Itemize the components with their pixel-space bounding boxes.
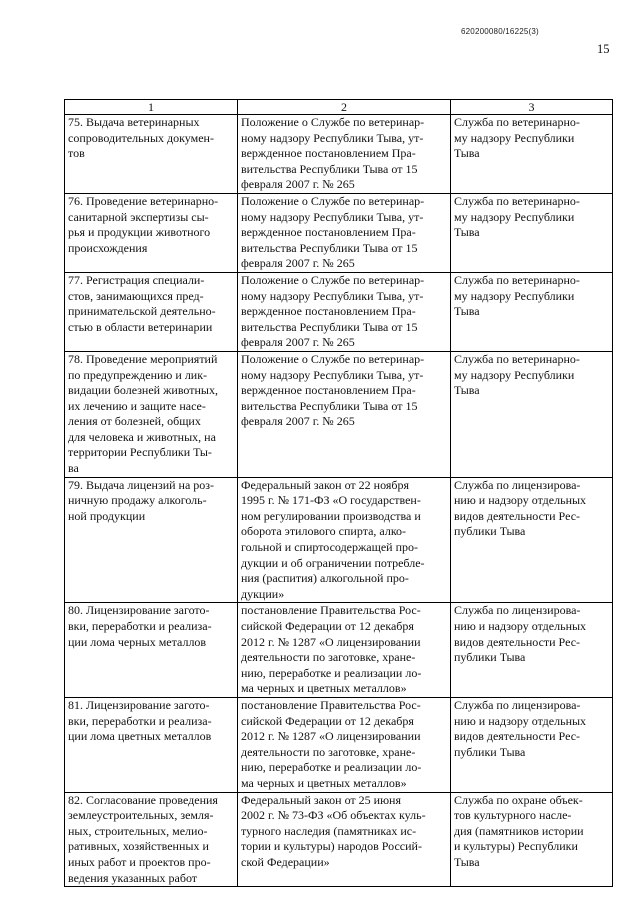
legal-basis-cell [238, 697, 451, 792]
services-table [64, 99, 613, 887]
legal-basis-text: Федеральный закон от 22 ноября 1995 г. № 171-ФЗ «О государствен- ном регулировании производства и оборота этилового спирта, алко- гольной и спиртосодержащей про- дукции и об ограничении потребле- ния (распития) алкогольной про- дукции» [241, 477, 425, 601]
authority-text: Служба по лицензирова- нию и надзору отдельных видов деятельности Рес- публики Тыва [454, 603, 587, 665]
service-cell [65, 115, 238, 194]
authority-cell [451, 603, 613, 698]
page-number: 15 [597, 42, 610, 56]
authority-cell [451, 351, 613, 477]
legal-basis-text: постановление Правительства Рос- сийской Федерации от 12 декабря 2012 г. № 1287 «О лицензировании деятельности по заготовке, хране- нию, переработке и реализации ло- ма черных и цветных металлов» [241, 697, 422, 790]
legal-basis-text: Положение о Службе по ветеринар- ному надзору Республики Тыва, ут- вержденное постановлением Пра- вительства Республики Тыва от 15 февраля 2007 г. № 265 [241, 351, 425, 429]
authority-text: Служба по лицензирова- нию и надзору отдельных видов деятельности Рес- публики Тыва [454, 697, 587, 759]
service-text: 82. Согласование проведения землеустроительных, земля- ных, строительных, мелио- ративных, хозяйственных и иных работ и проектов про- ведения указанных работ [68, 792, 218, 885]
service-cell [65, 603, 238, 698]
authority-cell [451, 193, 613, 272]
service-text: 80. Лицензирование загото- вки, переработки и реализа- ции лома черных металлов [68, 603, 212, 649]
legal-basis-cell [238, 603, 451, 698]
authority-text: Служба по ветеринарно- му надзору Республики Тыва [454, 115, 580, 161]
authority-text: Служба по охране объек- тов культурного насле- дия (памятников истории и культуры) Республики Тыва [454, 792, 584, 869]
table-row [65, 603, 613, 698]
service-cell [65, 792, 238, 887]
legal-basis-cell [238, 477, 451, 603]
service-cell [65, 697, 238, 792]
table-row [65, 792, 613, 887]
service-text: 77. Регистрация специали- стов, занимающихся пред- принимательской деятельно- стью в области ветеринарии [68, 272, 216, 334]
authority-text: Служба по ветеринарно- му надзору Республики Тыва [454, 272, 580, 319]
legal-basis-cell [238, 193, 451, 272]
column-header-2: 2 [238, 100, 451, 115]
table-row [65, 351, 613, 477]
table-row [65, 697, 613, 792]
authority-text: Служба по лицензирова- нию и надзору отдельных видов деятельности Рес- публики Тыва [454, 477, 587, 539]
service-text: 76. Проведение ветеринарно- санитарной экспертизы сы- рья и продукции животного происхождения [68, 193, 219, 255]
legal-basis-text: Положение о Службе по ветеринар- ному надзору Республики Тыва, ут- вержденное постановлением Пра- вительства Республики Тыва от 15 февраля 2007 г. № 265 [241, 115, 425, 192]
column-header-3: 3 [451, 100, 613, 115]
service-text: 79. Выдача лицензий на роз- ничную продажу алкоголь- ной продукции [68, 477, 215, 523]
authority-cell [451, 115, 613, 194]
service-cell [65, 193, 238, 272]
legal-basis-cell [238, 115, 451, 194]
legal-basis-text: постановление Правительства Рос- сийской Федерации от 12 декабря 2012 г. № 1287 «О лицензировании деятельности по заготовке, хране- нию, переработке и реализации ло- ма черных и цветных металлов» [241, 603, 422, 696]
service-cell [65, 351, 238, 477]
service-cell [65, 477, 238, 603]
authority-text: Служба по ветеринарно- му надзору Республики Тыва [454, 351, 580, 398]
legal-basis-cell [238, 351, 451, 477]
legal-basis-cell [238, 272, 451, 351]
authority-cell [451, 697, 613, 792]
table-row [65, 477, 613, 603]
column-header-1: 1 [65, 100, 238, 115]
service-text: 81. Лицензирование загото- вки, переработки и реализа- ции лома цветных металлов [68, 697, 212, 744]
service-cell [65, 272, 238, 351]
service-text: 75. Выдача ветеринарных сопроводительных докумен- тов [68, 115, 214, 161]
authority-cell [451, 272, 613, 351]
legal-basis-text: Федеральный закон от 25 июня 2002 г. № 73-ФЗ «Об объектах куль- турного наследия (памятниках ис- тории и культуры) народов Россий- ской Федерации» [241, 792, 426, 869]
table-row [65, 115, 613, 194]
service-text: 78. Проведение мероприятий по предупреждению и лик- видации болезней животных, их лечению и защите насе- ления от болезней, общих для человека и животных, на территории Республики Ты- ва [68, 351, 218, 476]
document-code: 620200080/16225(3) [461, 27, 539, 36]
table-header-row [65, 100, 613, 115]
authority-cell [451, 477, 613, 603]
legal-basis-text: Положение о Службе по ветеринар- ному надзору Республики Тыва, ут- вержденное постановлением Пра- вительства Республики Тыва от 15 февраля 2007 г. № 265 [241, 272, 425, 350]
table-row [65, 193, 613, 272]
legal-basis-text: Положение о Службе по ветеринар- ному надзору Республики Тыва, ут- вержденное постановлением Пра- вительства Республики Тыва от 15 февраля 2007 г. № 265 [241, 193, 425, 271]
table-row [65, 272, 613, 351]
authority-text: Служба по ветеринарно- му надзору Республики Тыва [454, 193, 580, 240]
authority-cell [451, 792, 613, 887]
legal-basis-cell [238, 792, 451, 887]
